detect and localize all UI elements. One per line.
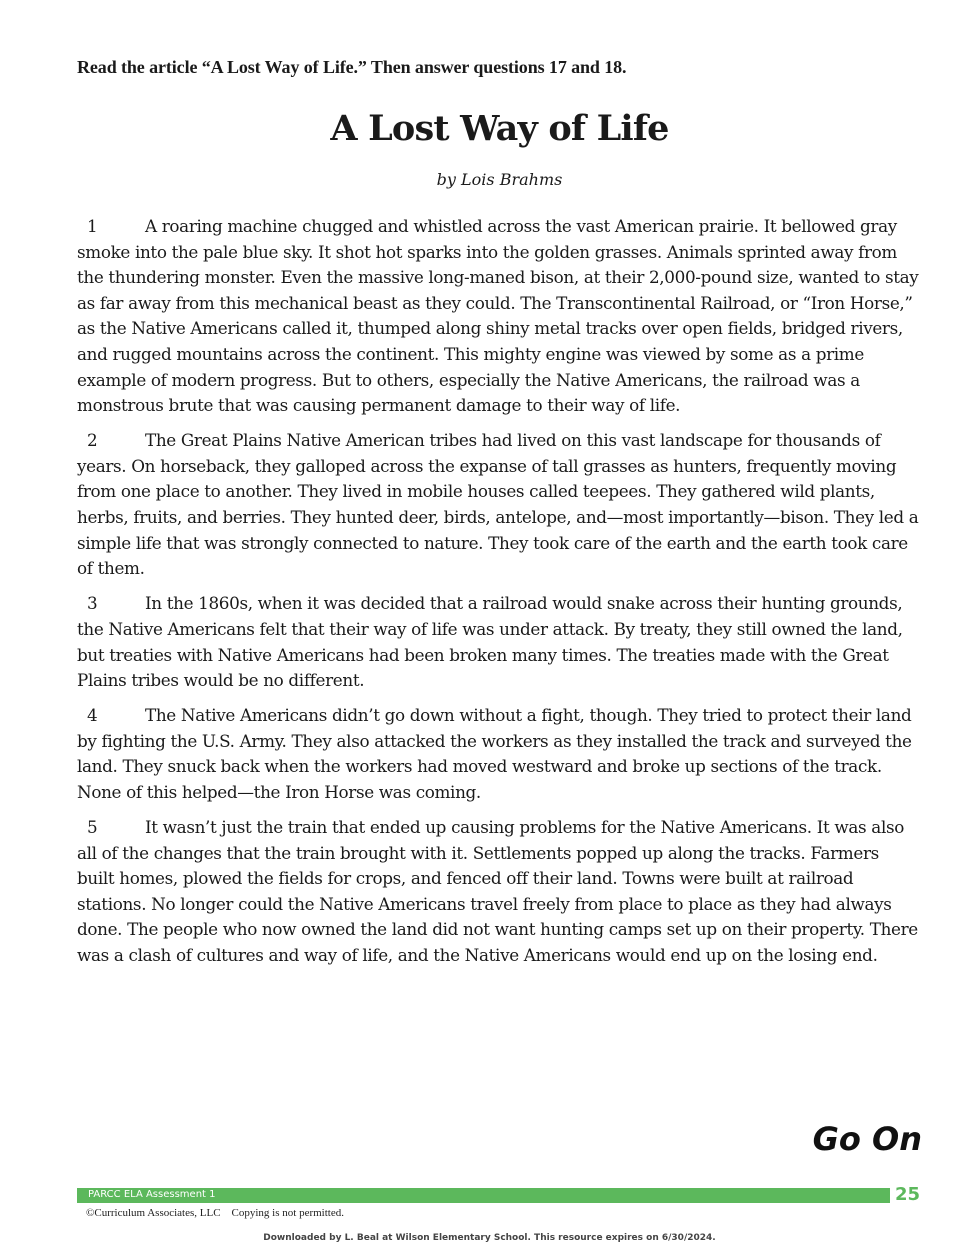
- paragraph-text: The Great Plains Native American tribes had lived on this vast landscape for thousands of years. On horseback, they galloped across the expanse of tall grasses as hunters, frequently moving from one place to another. They lived in mobile houses called teepees. They gathered wild plants, herbs, fruits, and berries. They hunted deer, birds, antelope, and—most importantly—bison. They led a simple life that was strongly connected to nature. They took care of the earth and the earth took care of them.: [77, 430, 919, 579]
- paragraph-2: [77, 428, 919, 582]
- paragraph-text: In the 1860s, when it was decided that a railroad would snake across their hunting grounds, the Native Americans felt that their way of life was under attack. By treaty, they still owned the land, but treaties with Native Americans had been broken many times. The treaties made with the Great Plains tribes would be no different.: [77, 593, 903, 691]
- page-number: 25: [895, 1184, 921, 1205]
- paragraph-number: 5: [87, 817, 98, 838]
- copyright-notice: ©Curriculum Associates, LLC Copying is not permitted.: [86, 1207, 344, 1219]
- download-note: Downloaded by L. Beal at Wilson Elementary School. This resource expires on 6/30/2024.: [263, 1233, 716, 1243]
- paragraph-number: 4: [87, 705, 98, 726]
- paragraph-5: [77, 815, 919, 969]
- footer-bar: [77, 1188, 890, 1203]
- assessment-label: PARCC ELA Assessment 1: [88, 1189, 216, 1200]
- paragraph-4: [77, 703, 919, 805]
- byline: by Lois Brahms: [436, 170, 563, 189]
- paragraph-number: 2: [87, 430, 98, 451]
- paragraph-number: 1: [87, 216, 98, 236]
- paragraph-1: [77, 214, 919, 419]
- article-title: A Lost Way of Life: [330, 108, 669, 149]
- paragraph-number: 3: [87, 593, 98, 614]
- go-on-label: Go On: [812, 1120, 922, 1158]
- article-body: [77, 214, 919, 978]
- paragraph-text: It wasn’t just the train that ended up causing problems for the Native Americans. It was also all of the changes that the train brought with it. Settlements popped up along the tracks. Farmers built homes, plowed the fields for crops, and fenced off their land. Towns were built at railroad stations. No longer could the Native Americans travel freely from place to place as they had always done. The people who now owned the land did not want hunting camps set up on their property. There was a clash of cultures and way of life, and the Native Americans would end up on the losing end.: [77, 817, 918, 966]
- paragraph-text: The Native Americans didn’t go down without a fight, though. They tried to protect their land by fighting the U.S. Army. They also attacked the workers as they installed the track and surveyed the land. They snuck back when the workers had moved westward and broke up sections of the track. None of this helped—the Iron Horse was coming.: [77, 705, 912, 802]
- instructions: Read the article “A Lost Way of Life.” Then answer questions 17 and 18.: [77, 57, 627, 77]
- paragraph-text: A roaring machine chugged and whistled across the vast American prairie. It bellowed gray smoke into the pale blue sky. It shot hot sparks into the golden grasses. Animals sprinted away from the thundering monster. Even the massive long-maned bison, at their 2,000-pound size, wanted to stay as far away from this mechanical beast as they could. The Transcontinental Railroad, or “Iron Horse,” as the Native Americans called it, thumped along shiny metal tracks over open fields, bridged rivers, and rugged mountains across the continent. This mighty engine was viewed by some as a prime example of modern progress. But to others, especially the Native Americans, the railroad was a monstrous brute that was causing permanent damage to their way of life.: [77, 216, 919, 416]
- paragraph-3: [77, 591, 919, 693]
